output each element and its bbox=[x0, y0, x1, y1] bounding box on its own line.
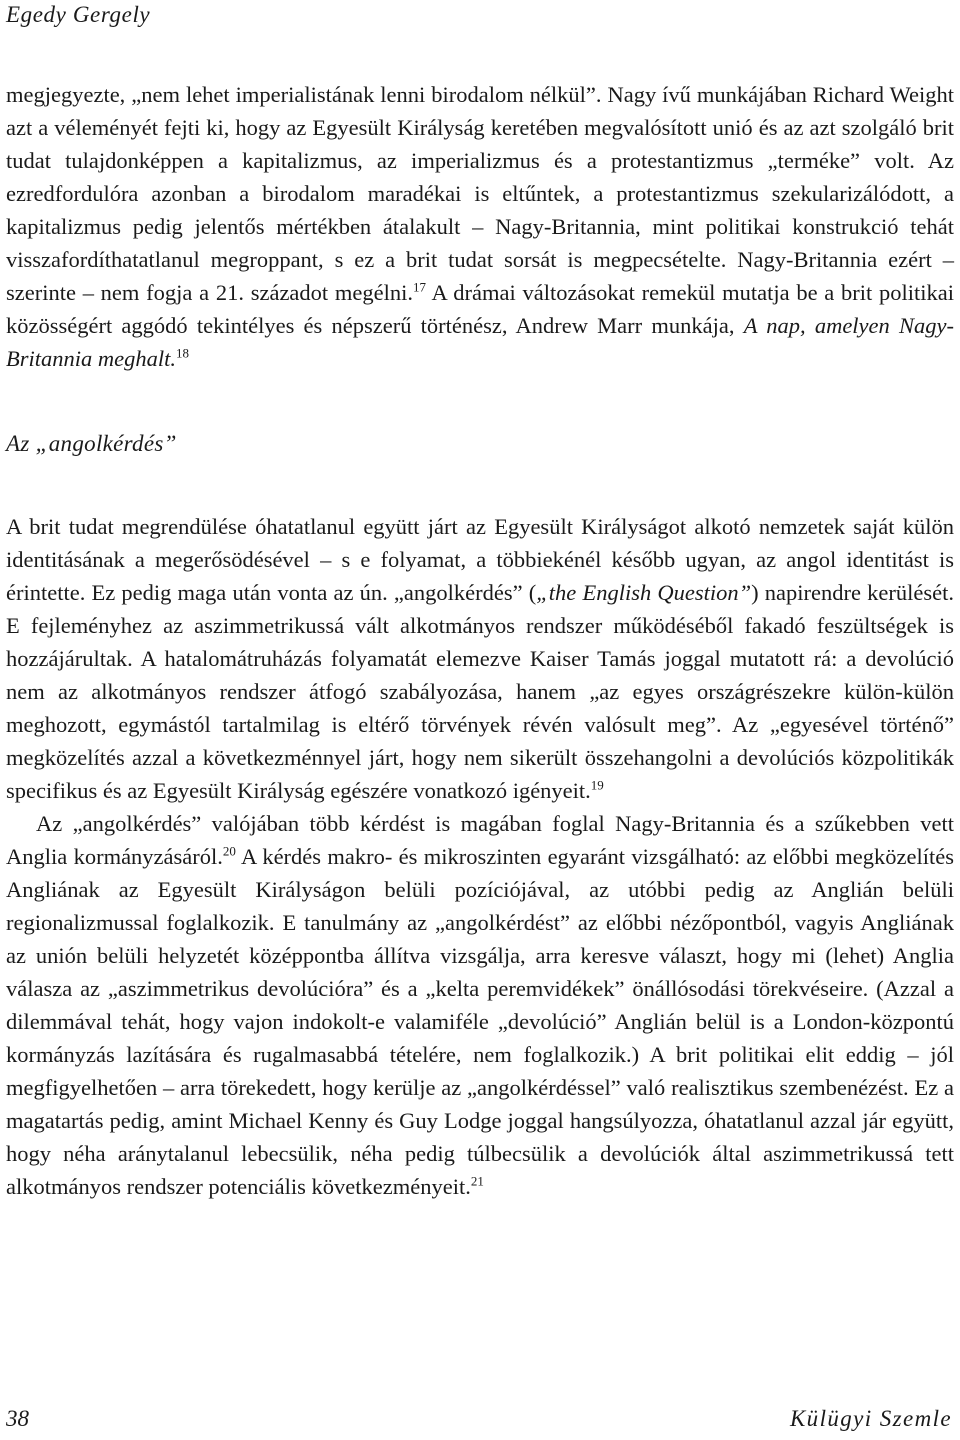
paragraph-2 bbox=[6, 510, 954, 807]
article-body bbox=[6, 78, 954, 1203]
footnote-ref-18: 18 bbox=[176, 345, 189, 361]
footnote-ref-21: 21 bbox=[470, 1173, 484, 1189]
paragraph-3-text-b: A kérdés makro- és mikroszinten egyaránt vizsgálható: az előbbi megközelítés Angliának az Egyesült Királyságon belüli pozíciójával, az utóbbi pedig az Anglián belüli regionalizmussal foglalkozik. E tanulmány az „angolkérdést” az előbbi nézőpontból, vagyis Angliának az unión belüli helyzetét középpontba állítva vizsgálja, arra keresve választ, hogy mi (lehet) Anglia válasza az „aszimmetrikus devolúcióra” és a „kelta peremvidékek” önállósodási törekvéseire. (Azzal a dilemmával tehát, hogy vajon indokolt-e valamiféle „devolúció” Anglián belül is a London-központú kormányzás lazítására és rugalmasabbá tételére, nem foglalkozik.) A brit politikai elit eddig – jól megfigyelhetően – arra törekedett, hogy kerülje az „angolkérdéssel” való realisztikus szembenézést. Ez a magatartás pedig, amint Michael Kenny és Guy Lodge joggal hangsúlyozza, óhatatlanul azzal jár együtt, hogy néha aránytalanul lebecsülik, néha pedig túlbecsülik a devolúciók által aszimmetrikussá tett alkotmányos rendszer potenciális következményeit. bbox=[6, 844, 954, 1199]
paragraph-1-text-b: A drámai változásokat remekül mutatja be a brit politikai közösségért aggódó tekintélyes és népszerű történész, Andrew Marr munkája, bbox=[6, 280, 954, 338]
footnote-ref-19: 19 bbox=[590, 777, 604, 793]
page-number: 38 bbox=[6, 1406, 29, 1431]
paragraph-2-text-a: A brit tudat megrendülése óhatatlanul együtt járt az Egyesült Királyságot alkotó nemzetek saját külön identitásának a megerősödésével – s e folyamat, a többiekénél később ugyan, az angol identitást is érintette. Ez pedig maga után vonta az ún. „angolkérdés” ( bbox=[6, 514, 954, 605]
paragraph-2-text-b: ) napirendre kerülését. E fejleményhez az aszimmetrikussá vált alkotmányos rendszer működéséből fakadó feszültségek is hozzájárultak. A hatalomátruházás folyamatát elemezve Kaiser Tamás joggal mutatott rá: a devolúció nem az alkotmányos rendszer átfogó szabályozása, hanem „az egyes országrészekre külön-külön meghozott, egymástól tartalmilag is eltérő törvények révén valósult meg”. Az „egyesével történő” megközelítés azzal a következménnyel járt, hogy nem sikerült összehangolni a devolúciós közpolitikák specifikus és az Egyesült Királyság egészére vonatkozó igényeit. bbox=[6, 580, 954, 803]
section-heading: Az „angolkérdés” bbox=[6, 431, 177, 456]
book-title: A nap, amelyen Nagy-Britannia meghalt. bbox=[6, 313, 954, 371]
paragraph-3-text-a: Az „angolkérdés” valójában több kérdést is magában foglal Nagy-Britannia és a szűkebben vett Anglia kormányzásáról. bbox=[6, 811, 954, 869]
paragraph-1 bbox=[6, 78, 954, 375]
paragraph-3 bbox=[6, 807, 954, 1203]
paragraph-1-text-a: megjegyezte, „nem lehet imperialistának lenni birodalom nélkül”. Nagy ívű munkájában Richard Weight azt a véleményét fejti ki, hogy az Egyesült Királyság keretében megvalósított unió és az azt szolgáló brit tudat tulajdonképpen a kapitalizmus, az imperializmus és a protestantizmus „terméke” volt. Az ezredfordulóra azonban a birodalom maradékai is eltűntek, a protestantizmus szekularizálódott, a kapitalizmus pedig jelentős mértékben átalakult – Nagy-Britannia, mint politikai konstrukció tehát visszafordíthatatlanul megroppant, s ez a brit tudat sorsát is megpecsételte. Nagy-Britannia ezért – szerinte – nem fogja a 21. századot megélni. bbox=[6, 82, 954, 305]
footnote-ref-17: 17 bbox=[413, 279, 427, 295]
footnote-ref-20: 20 bbox=[222, 843, 236, 859]
english-question-term: „the English Question” bbox=[536, 580, 752, 605]
journal-name: Külügyi Szemle bbox=[789, 1406, 952, 1431]
running-header-author: Egedy Gergely bbox=[6, 2, 151, 27]
